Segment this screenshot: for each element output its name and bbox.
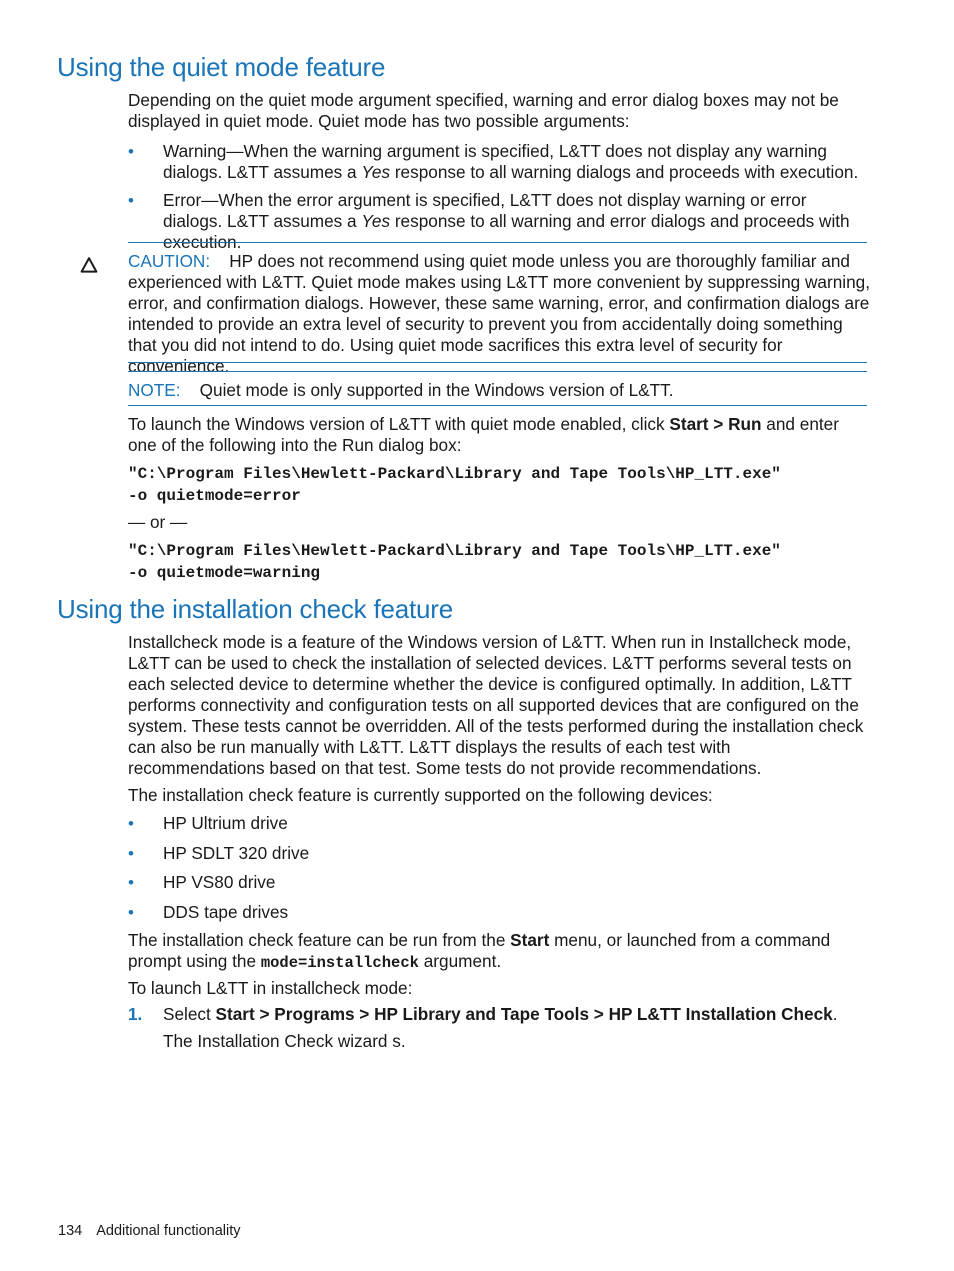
command-quietmode-warning: "C:\Program Files\Hewlett-Packard\Library and Tape Tools\HP_LTT.exe" -o quietmode=warning (128, 542, 781, 582)
inline-code: mode=installcheck (260, 954, 419, 972)
bullet-dot-icon: • (128, 873, 134, 892)
quiet-mode-intro: Depending on the quiet mode argument specified, warning and error dialog boxes may not be displayed in quiet mode. Quiet mode has two possible arguments: (128, 90, 839, 131)
footer-section: Additional functionality (96, 1223, 241, 1239)
launch-instructions: To launch the Windows version of L&TT with quiet mode enabled, click Start > Run and enter one of the following into the Run dialog box: (128, 414, 839, 455)
page-footer (58, 1222, 241, 1240)
caution-label: CAUTION: (128, 251, 211, 271)
bullet-dot-icon: • (128, 191, 134, 210)
note-bottom-rule (128, 405, 867, 406)
caution-box: CAUTION: HP does not recommend using quiet mode unless you are thoroughly familiar and experienced with L&TT. Quiet mode makes using L&TT more convenient by suppressing warning, error, and confirmation dialogs. However, these same warning, error, and confirmation dialogs are intended to provide an extra level of security to prevent you from accidentally doing something that you did not intend to do. Using quiet mode sacrifices this extra level of security for convenience. (128, 251, 870, 376)
page-number: 134 (58, 1223, 83, 1239)
step-1-result: The Installation Check wizard s. (163, 1031, 406, 1051)
step-number: 1. (128, 1004, 143, 1024)
run-from-text: The installation check feature can be run from the Start menu, or launched from a command prompt using the mode=installcheck argument. (128, 930, 831, 972)
installcheck-intro: Installcheck mode is a feature of the Windows version of L&TT. When run in Installcheck mode, L&TT can be used to check the installation of selected devices. L&TT performs several tests on each selected device to determine whether the device is configured optimally. In addition, L&TT performs connectivity and configuration tests on all supported devices that are configured on the system. These tests cannot be overridden. All of the tests performed during the installation check can also be run manually with L&TT. L&TT displays the results of each test with recommendations based on that test. Some tests do not provide recommendations. (128, 632, 864, 778)
document-page: Using the quiet mode feature Depending on the quiet mode argument specified, warning and error dialog boxes may not be displayed in quiet mode. Quiet mode has two possible arguments: • Warning—When the warning argument is specified, L&TT does not display any warning dialogs. L&TT assumes a Yes response to all warning dialogs and proceeds with execution. • Error—When the error argument is specified, L&TT does not display warning or error dialogs. L&TT assumes a Yes response to all warning and error dialogs and proceeds with execution. CAUTION: HP does not recommend using quiet mode unless you are thoroughly familiar and experienced with L&TT. Quiet mode makes using L&TT more convenient by suppressing warning, error, and confirmation dialogs. However, these same warning, error, and confirmation dialogs are intended to provide an extra level of security to prevent you from accidentally doing something that you did not intend to do. Using quiet mode sacrifices this extra level of security for convenience. NOTE: Quiet mode is only supported in the Windows version of L&TT. To launch the Windows version of L&TT with quiet mode enabled, click Start > Run and enter one of the following into the Run dialog box: "C:\Program Files\Hewlett-Packard\Library and Tape Tools\HP_LTT.exe" -o quietmode=error — or — "C:\Program Files\Hewlett-Packard\Library and Tape Tools\HP_LTT.exe" -o quietmode=warning Using the installation check feature Installcheck mode is a feature of the Windows version of L&TT. When run in Installcheck mode, L&TT can be used to check the installation of selected devices. L&TT performs several tests on each selected device to determine whether the device is configured optimally. In addition, L&TT performs connectivity and configuration tests on all supported devices that are configured on the system. These tests cannot be overridden. All of the tests performed during the installation check can also be run manually with L&TT. L&TT displays the results of each test with recommendations based on that test. Some tests do not provide recommendations. The installation check feature is currently supported on the following devices: • HP Ultrium drive • HP SDLT 320 drive • HP VS80 drive • DDS tape drives The installation check feature can be run from the Start menu, or launched from a command prompt using the mode=installcheck argument. To launch L&TT in installcheck mode: 1. Select Start > Programs > HP Library and Tape Tools > HP L&TT Installation Check. The Installation Check wizard s. 134 Additional functionality (57, 52, 870, 1239)
caution-triangle-icon (80, 256, 98, 274)
caution-bottom-rule (128, 362, 867, 363)
bullet-dot-icon: • (128, 903, 134, 922)
note-top-rule (128, 371, 867, 372)
caution-top-rule (128, 242, 867, 243)
note-label: NOTE: (128, 380, 181, 400)
note-box: NOTE: Quiet mode is only supported in the Windows version of L&TT. (128, 380, 674, 400)
section-title-quiet-mode: Using the quiet mode feature (57, 52, 386, 82)
supported-devices-text: The installation check feature is currently supported on the following devices: (128, 785, 713, 805)
to-launch-text: To launch L&TT in installcheck mode: (128, 978, 413, 998)
bullet-dot-icon: • (128, 844, 134, 863)
step-1: Select Start > Programs > HP Library and Tape Tools > HP L&TT Installation Check. (163, 1004, 838, 1024)
or-separator: — or — (128, 512, 188, 532)
bullet-dot-icon: • (128, 814, 134, 833)
bullet-dot-icon: • (128, 142, 134, 161)
command-quietmode-error: "C:\Program Files\Hewlett-Packard\Library and Tape Tools\HP_LTT.exe" -o quietmode=error (128, 465, 781, 505)
section-title-installation-check: Using the installation check feature (57, 594, 454, 624)
